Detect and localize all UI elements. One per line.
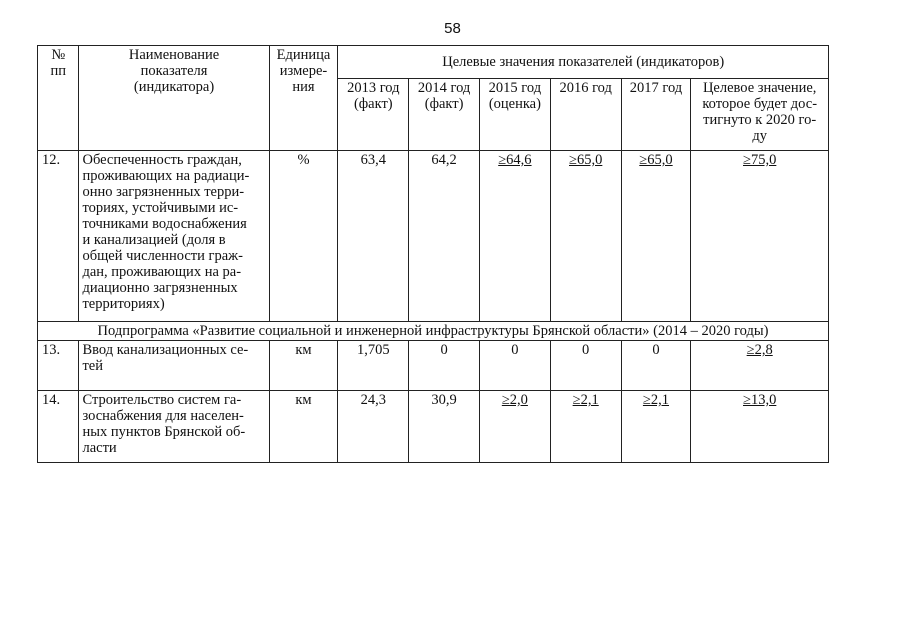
subprogram-row — [38, 322, 829, 341]
header-year-4: 2017 год — [621, 79, 691, 151]
header-year-3: 2016 год — [550, 79, 621, 151]
value-cell: 0 — [621, 341, 691, 391]
subprogram-title: Подпрограмма «Развитие социальной и инженерной инфраструктуры Брянской области» (2014 – 2020 годы) — [38, 322, 829, 341]
table-row — [38, 151, 829, 322]
value-cell: 64,2 — [409, 151, 480, 322]
indicators-table — [37, 45, 829, 463]
indicator-name: Ввод канализационных се- тей — [79, 341, 269, 391]
unit-cell: % — [269, 151, 338, 322]
indicator-name: Обеспеченность граждан, проживающих на радиаци- онно загрязненных терри- ториях, устойчивыми ис- точниками водоснабжения и канализацией (доля в общей численности граж- дан, проживающих на ра- диационно загрязненных территориях) — [79, 151, 269, 322]
value-cell: ≥2,1 — [550, 391, 621, 463]
header-year-2: 2015 год (оценка) — [479, 79, 550, 151]
value-cell: ≥2,1 — [621, 391, 691, 463]
header-year-1: 2014 год (факт) — [409, 79, 480, 151]
value-cell: ≥13,0 — [691, 391, 829, 463]
header-num: № пп — [38, 46, 79, 151]
value-cell: 30,9 — [409, 391, 480, 463]
page-number: 58 — [444, 20, 461, 37]
table-row — [38, 341, 829, 391]
row-number: 13. — [38, 341, 79, 391]
value-cell: ≥65,0 — [550, 151, 621, 322]
value-cell: 24,3 — [338, 391, 409, 463]
value-cell: 0 — [409, 341, 480, 391]
value-cell: ≥2,8 — [691, 341, 829, 391]
header-name: Наименование показателя (индикатора) — [79, 46, 269, 151]
value-cell: ≥65,0 — [621, 151, 691, 322]
indicator-name: Строительство систем га- зоснабжения для населен- ных пунктов Брянской об- ласти — [79, 391, 269, 463]
value-cell: ≥2,0 — [479, 391, 550, 463]
row-number: 12. — [38, 151, 79, 322]
value-cell: 0 — [479, 341, 550, 391]
value-cell: 63,4 — [338, 151, 409, 322]
header-year-5: Целевое значение, которое будет дос- тигнуто к 2020 го- ду — [691, 79, 829, 151]
header-year-0: 2013 год (факт) — [338, 79, 409, 151]
row-number: 14. — [38, 391, 79, 463]
value-cell: 1,705 — [338, 341, 409, 391]
value-cell: 0 — [550, 341, 621, 391]
unit-cell: км — [269, 391, 338, 463]
header-targets: Целевые значения показателей (индикаторов) — [338, 46, 829, 79]
header-unit: Единица измере- ния — [269, 46, 338, 151]
table-row — [38, 391, 829, 463]
value-cell: ≥64,6 — [479, 151, 550, 322]
unit-cell: км — [269, 341, 338, 391]
value-cell: ≥75,0 — [691, 151, 829, 322]
